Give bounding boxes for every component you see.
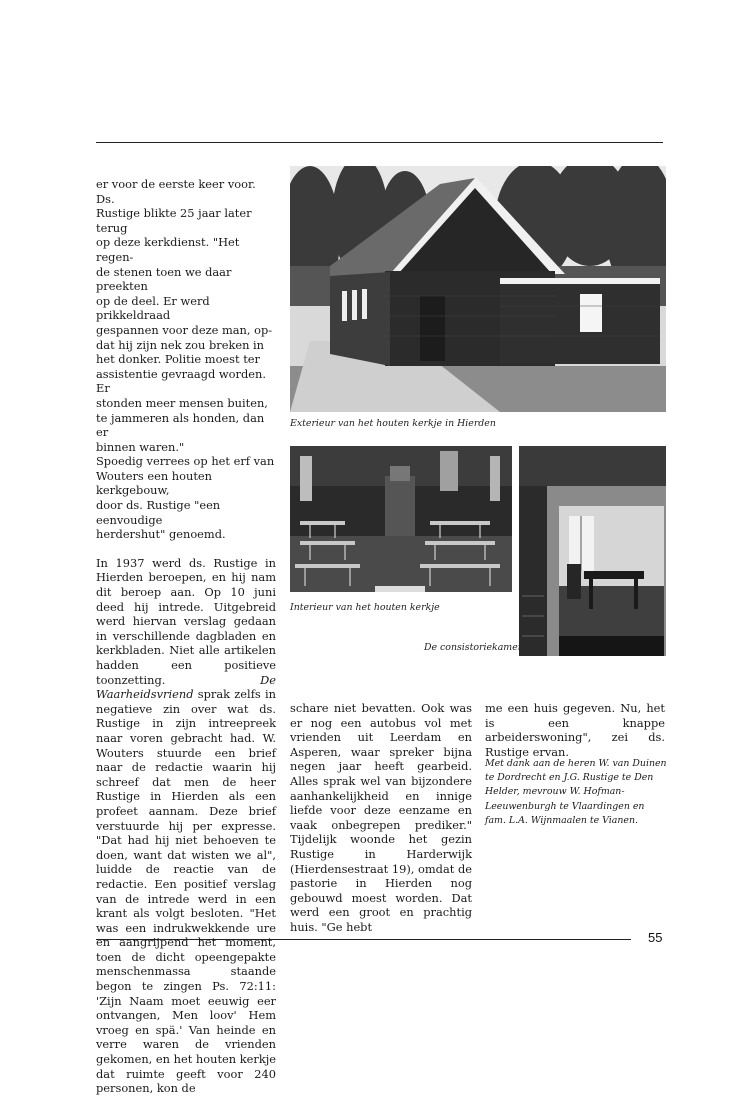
exterior-photo-caption: Exterieur van het houten kerkje in Hierden (290, 418, 496, 429)
acknowledgement-note: Met dank aan de heren W. van Duinen te Dordrecht en J.G. Rustige te Den Helder, mevrouw W. Hofman-Leeuwenburgh te Vlaardingen en fam. L.A. Wijnmaalen te Vianen. (485, 758, 667, 826)
column-3 (485, 701, 665, 759)
column-3-paragraph: me een huis gegeven. Nu, het is een knappe arbeiderswoning", zei ds. Rustige ervan. (485, 701, 665, 759)
consistory-photo-caption: De consistoriekamer (424, 642, 523, 653)
interior-church-photo (290, 446, 512, 592)
top-rule (96, 142, 663, 143)
interior-photo-caption: Interieur van het houten kerkje (290, 602, 440, 613)
newspaper-title: De Waarheidsvriend (96, 672, 276, 702)
column-1-paragraph-1: er voor de eerste keer voor. Ds. Rustige blikte 25 jaar later terug op deze kerkdienst. "Het regen- de stenen toen we daar preekten op de deel. Er werd prikkeldraad gespannen voor deze man, op- dat hij zijn nek zou breken in het donker. Politie moest ter assistentie gevraagd worden. Er stonden meer mensen buiten, te jammeren als honden, dan er binnen waren." Spoedig verrees op het erf van Wouters een houten kerkgebouw, door ds. Rustige "een eenvoudige herdershut" genoemd. (96, 177, 275, 542)
page-number: 55 (648, 930, 663, 945)
column-1 (96, 177, 276, 1096)
column-2 (290, 701, 472, 935)
bottom-rule (96, 939, 631, 940)
consistory-room-photo (519, 446, 666, 656)
column-2-paragraph: schare niet bevatten. Ook was er nog een autobus vol met vrienden uit Leerdam en Asperen, waar spreker bijna negen jaar heeft gearbeid. Alles sprak wel van bijzondere aanhankelijkheid en innige liefde voor deze eenzame en vaak onbegrepen prediker." Tijdelijk woonde het gezin Rustige in Harderwijk (Hierdensestraat 19), omdat de pastorie in Hierden nog gebouwd moest worden. Dat werd een groot en prachtig huis. "Ge hebt (290, 701, 472, 934)
exterior-church-photo (290, 166, 666, 412)
column-1-paragraph-2: In 1937 werd ds. Rustige in Hierden beroepen, en hij nam dit beroep aan. Op 10 juni deed hij intrede. Uitgebreid werd hiervan verslag gedaan in verschillende dagbladen en kerkbladen. Niet alle artikelen hadden een positieve toonzetting. De Waarheidsvriend sprak zelfs in negatieve zin over wat ds. Rustige in zijn intreepreek naar voren gebracht had. W. Wouters stuurde een brief naar de redactie waarin hij schreef dat men de heer Rustige in Hierden als een profeet aannam. Deze brief verstuurde hij per expresse. "Dat had hij niet behoeven te doen, want dat wisten we al", luidde de reactie van de redactie. Een positief verslag van de intrede werd in een krant als volgt besloten. "Het was een indrukwekkende ure en aangrijpend het moment, toen de dicht opeengepakte menschenmassa staande begon te zingen Ps. 72:11: 'Zijn Naam moet eeuwig eer ontvangen, Men loov' Hem vroeg en spä.' Van heinde en verre waren de vrienden gekomen, en het houten kerkje dat ruimte geeft voor 240 personen, kon de (96, 555, 276, 1096)
